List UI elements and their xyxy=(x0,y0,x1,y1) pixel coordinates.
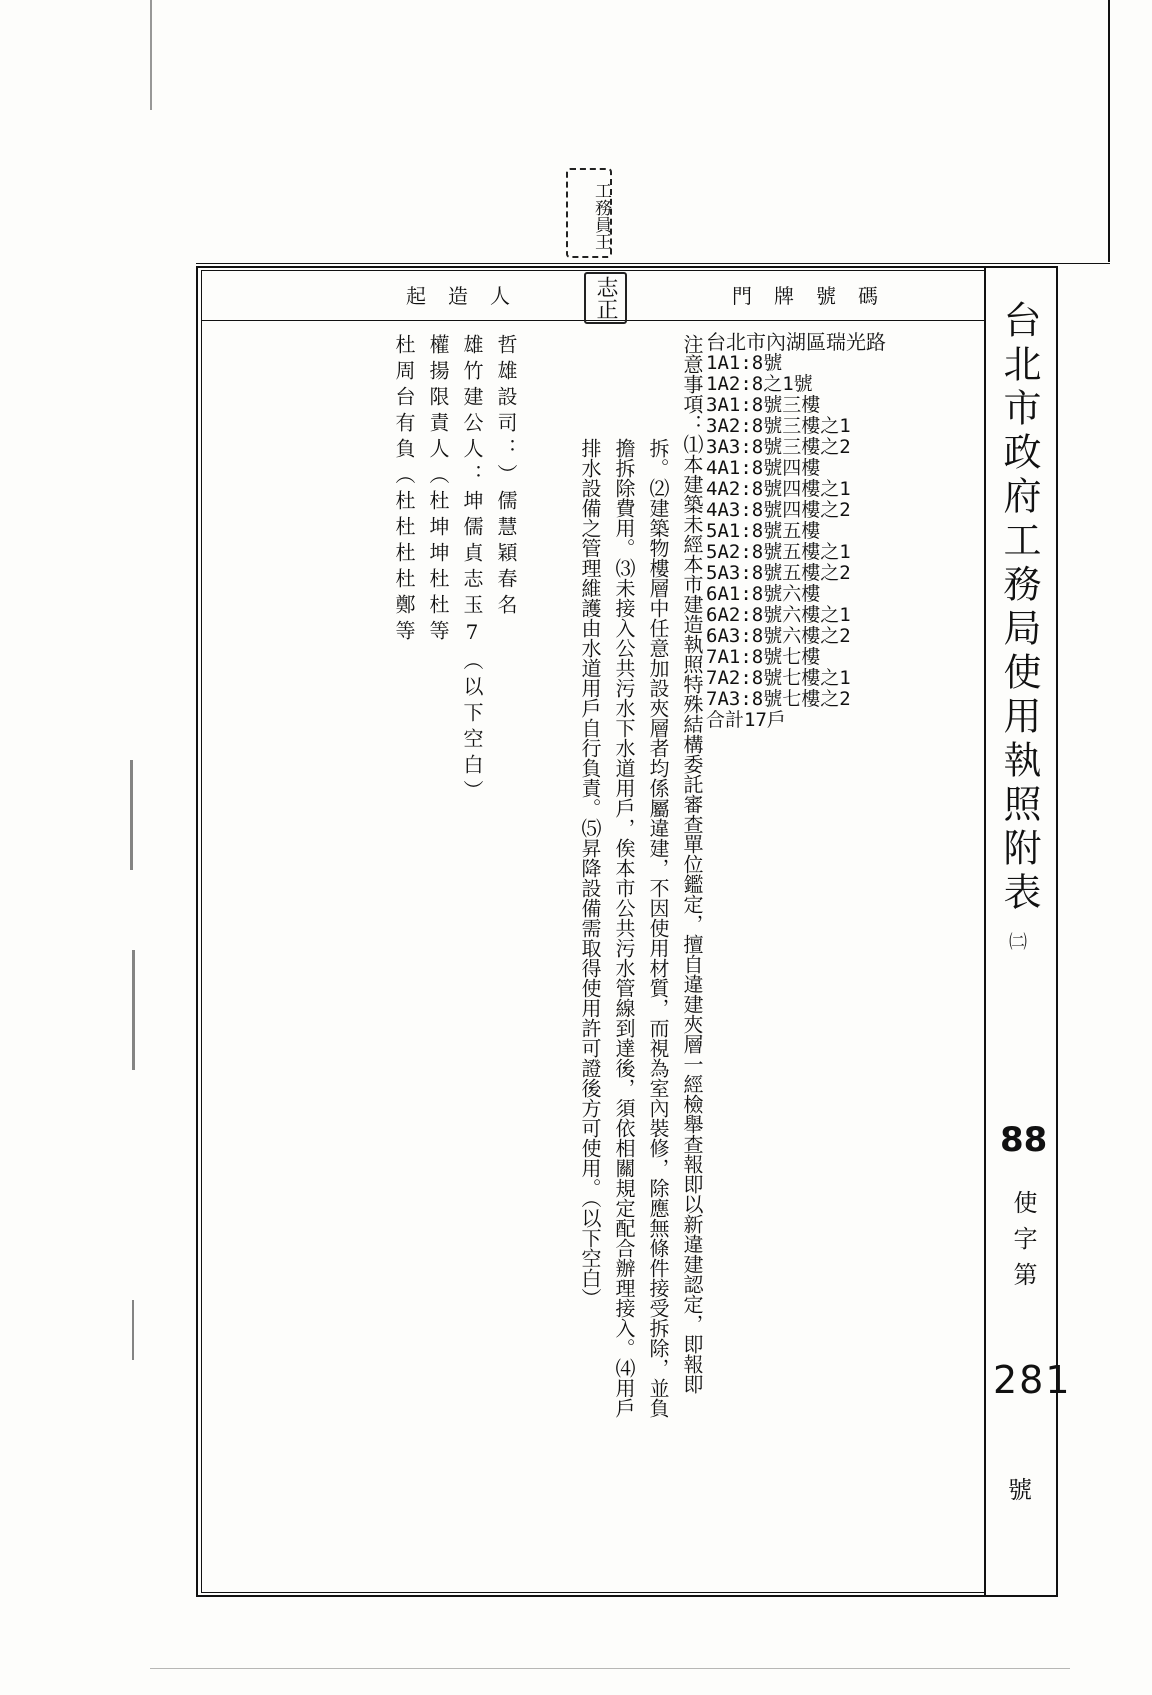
header-builder: 起造人 xyxy=(406,284,532,308)
notes-column-3: 擔拆除費用。⑶未接入公共污水下水道用戶，俟本市公共污水管線到達後，須依相關規定配合辦理接入。⑷用戶 xyxy=(612,438,636,1418)
inspector-stamp: 工務員王 xyxy=(566,168,612,258)
builder-column-3: 權揚限責人（杜坤坤杜杜等 xyxy=(426,334,450,646)
address-unit: 7A3:8號七樓之2 xyxy=(706,688,851,710)
document-title: 台北市政府工務局使用執照附表 xyxy=(997,300,1041,916)
address-unit: 6A2:8號六樓之1 xyxy=(706,604,851,626)
address-street: 台北市內湖區瑞光路 xyxy=(706,330,886,354)
scan-mark xyxy=(132,1300,134,1360)
scan-mark xyxy=(132,950,135,1070)
title-column-divider xyxy=(984,266,986,1597)
notes-column-4: 排水設備之管理維護由水道用戶自行負責。⑸昇降設備需取得使用許可證後方可使用。（以下空白） xyxy=(578,438,602,1308)
header-address: 門牌號碼 xyxy=(732,284,900,308)
address-unit: 4A2:8號四樓之1 xyxy=(706,478,851,500)
license-number: 281 xyxy=(993,1358,1072,1402)
address-unit: 5A3:8號五樓之2 xyxy=(706,562,851,584)
address-unit: 3A1:8號三樓 xyxy=(706,394,821,416)
frame-border xyxy=(196,263,1110,264)
notes-column-1: 注意事項：⑴本建築未經本市建造執照特殊結構委託審查單位鑑定，擅自違建夾層一經檢舉查報即以新違建認定，即報即 xyxy=(680,334,704,1394)
inspector-seal: 志正 xyxy=(584,272,627,324)
address-unit: 6A3:8號六樓之2 xyxy=(706,625,851,647)
scan-mark xyxy=(150,1668,1070,1669)
title-suffix: ㈡ xyxy=(1009,932,1027,953)
builder-column-4: 杜周台有負（杜杜杜杜鄭等 xyxy=(392,334,416,646)
address-unit: 1A1:8號 xyxy=(706,352,783,374)
frame-border xyxy=(1108,0,1110,262)
address-unit: 5A1:8號五樓 xyxy=(706,520,821,542)
address-unit: 6A1:8號六樓 xyxy=(706,583,821,605)
license-year: 88 xyxy=(1000,1120,1048,1160)
address-unit: 3A3:8號三樓之2 xyxy=(706,436,851,458)
license-word: 使字第 xyxy=(1009,1190,1037,1298)
scan-mark xyxy=(150,0,152,110)
address-unit: 4A1:8號四樓 xyxy=(706,457,821,479)
address-list xyxy=(706,332,886,731)
builder-column-1: 哲雄設司：）儒慧穎春名 xyxy=(494,334,518,620)
builder-column-2: 雄竹建公人：坤儒貞志玉7（以下空白） xyxy=(460,334,484,806)
address-unit: 5A2:8號五樓之1 xyxy=(706,541,851,563)
address-unit: 3A2:8號三樓之1 xyxy=(706,415,851,437)
scan-mark xyxy=(130,760,133,870)
address-unit: 7A2:8號七樓之1 xyxy=(706,667,851,689)
notes-column-2: 拆。⑵建築物樓層中任意加設夾層者均係屬違建，不因使用材質，而視為室內裝修，除應無條件接受拆除，並負 xyxy=(646,438,670,1418)
address-total: 合計17戶 xyxy=(706,709,786,731)
address-unit: 1A2:8之1號 xyxy=(706,373,813,395)
license-suffix: 號 xyxy=(1008,1476,1032,1504)
address-unit: 7A1:8號七樓 xyxy=(706,646,821,668)
address-unit: 4A3:8號四樓之2 xyxy=(706,499,851,521)
